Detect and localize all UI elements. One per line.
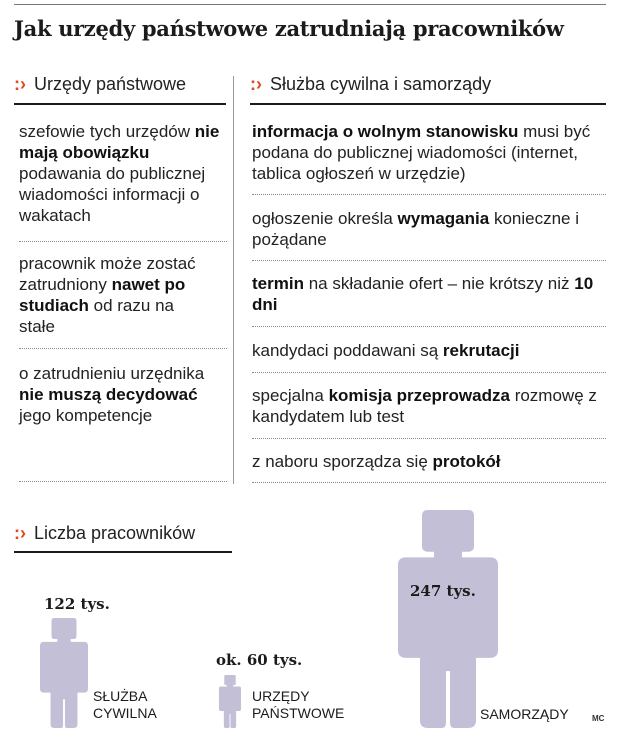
group-label	[480, 706, 569, 723]
group-label-line: URZĘDY	[252, 688, 310, 704]
item-emphasis: protokół	[432, 452, 501, 471]
right-item	[252, 385, 604, 427]
person-figure-icon	[40, 618, 88, 728]
item-text: jego kompetencje	[19, 406, 153, 425]
left-item	[19, 121, 224, 226]
right-heading-rule	[250, 103, 606, 105]
dotted-separator	[252, 482, 606, 483]
dotted-separator	[252, 194, 606, 195]
author-credit: MC	[592, 714, 605, 723]
dotted-separator	[252, 326, 606, 327]
group-label	[252, 688, 344, 722]
dotted-separator	[19, 481, 227, 482]
group-label-line: CYWILNA	[93, 705, 157, 721]
item-text: podawania do publicznej wiadomości informacji o wakatach	[19, 164, 206, 225]
left-heading	[14, 74, 186, 95]
employees-heading-label: Liczba pracowników	[34, 523, 196, 543]
item-emphasis: nawet po studiach	[19, 275, 186, 315]
item-emphasis: termin	[252, 274, 304, 293]
item-text: pracownik może zostać zatrudniony	[19, 254, 196, 294]
right-item	[252, 340, 604, 361]
right-item	[252, 121, 604, 184]
employees-heading-rule	[14, 551, 232, 553]
value-label: 122 tys.	[44, 595, 110, 613]
item-text: od razu na stałe	[19, 296, 174, 336]
arrow-marker-icon: :›	[250, 74, 262, 94]
item-emphasis: 10 dni	[252, 274, 594, 314]
dotted-separator	[252, 372, 606, 373]
item-text: konieczne i pożądane	[252, 209, 579, 249]
left-heading-rule	[14, 103, 226, 105]
item-emphasis: nie mają obowiązku	[19, 122, 220, 162]
dotted-separator	[19, 348, 227, 349]
group-label	[93, 688, 157, 722]
item-emphasis: informacja o wolnym stanowisku	[252, 122, 519, 141]
arrow-marker-icon: :›	[14, 523, 26, 543]
item-text: z naboru sporządza się	[252, 452, 428, 471]
item-emphasis: nie muszą decydować	[19, 385, 198, 404]
person-silhouette	[40, 618, 88, 728]
dotted-separator	[19, 241, 227, 242]
item-text: o zatrudnieniu urzędnika	[19, 364, 205, 383]
top-rule	[14, 4, 606, 5]
person-silhouette	[398, 510, 498, 728]
right-item	[252, 273, 604, 315]
right-item	[252, 208, 604, 250]
dotted-separator	[252, 438, 606, 439]
item-text: na składanie ofert – nie krótszy niż	[308, 274, 570, 293]
dotted-separator	[252, 260, 606, 261]
person-figure-icon	[398, 510, 498, 728]
item-text: musi być podana do publicznej wiadomości (internet, tablica ogłoszeń w urzędzie)	[252, 122, 591, 183]
left-heading-label: Urzędy państwowe	[34, 74, 187, 94]
right-item	[252, 451, 604, 472]
item-emphasis: komisja przeprowadza	[328, 386, 510, 405]
person-figure-svg	[219, 675, 241, 728]
item-text: szefowie tych urzędów	[19, 122, 191, 141]
person-silhouette	[219, 675, 241, 728]
group-label-line: SAMORZĄDY	[480, 706, 569, 722]
left-item	[19, 363, 214, 426]
item-text: rozmowę z kandydatem lub test	[252, 386, 597, 426]
value-label: 247 tys.	[410, 582, 476, 600]
group-label-line: PAŃSTWOWE	[252, 705, 345, 721]
right-heading-label: Służba cywilna i samorządy	[270, 74, 492, 94]
item-emphasis: rekrutacji	[442, 341, 520, 360]
item-text: ogłoszenie określa	[252, 209, 393, 228]
item-text: specjalna	[252, 386, 324, 405]
person-figure-icon	[219, 675, 241, 728]
item-text: kandydaci poddawani są	[252, 341, 439, 360]
group-label-line: SŁUŻBA	[93, 688, 148, 704]
employees-heading	[14, 523, 195, 544]
person-figure-svg	[398, 510, 498, 728]
person-figure-svg	[40, 618, 88, 728]
column-divider	[233, 76, 234, 484]
left-item	[19, 253, 209, 337]
page-title: Jak urzędy państwowe zatrudniają pracowników	[14, 16, 564, 41]
arrow-marker-icon: :›	[14, 74, 26, 94]
right-heading	[250, 74, 491, 95]
value-label: ok. 60 tys.	[216, 651, 303, 669]
item-emphasis: wymagania	[397, 209, 490, 228]
